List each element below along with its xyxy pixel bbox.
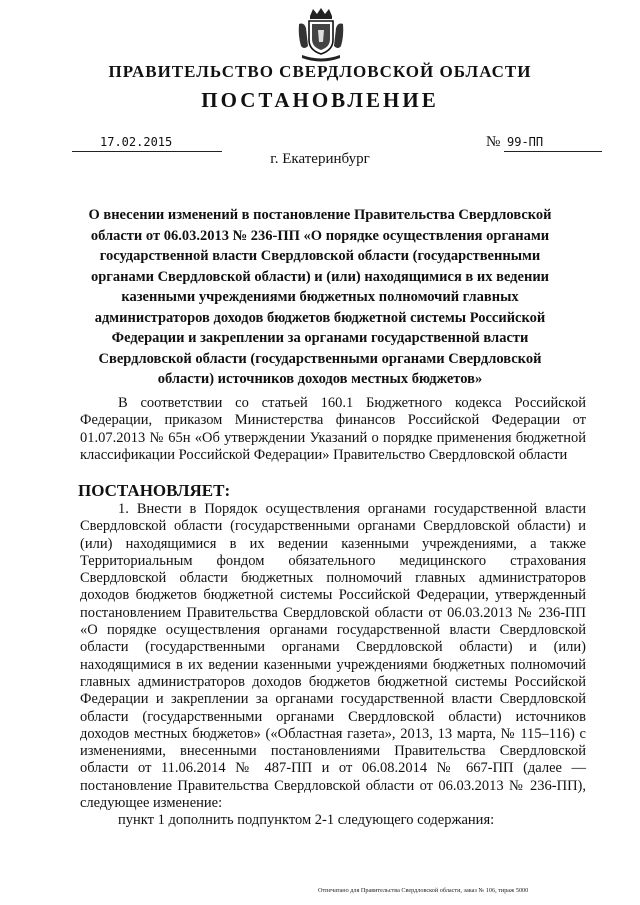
date-field: 17.02.2015 [72, 135, 222, 152]
coat-of-arms-icon [296, 6, 346, 64]
print-note: Отпечатано для Правительства Свердловской области, заказ № 106, тираж 5000 [318, 887, 529, 894]
preamble-paragraph: В соответствии со статьей 160.1 Бюджетного кодекса Российской Федерации, приказом Министерства финансов Российской Федерации от 01.07.2013 № 65н «Об утверждении Указаний о порядке применения бюджетной классификации Российской Федерации» Правительство Свердловской области [80, 395, 586, 463]
number-prefix: № [486, 134, 501, 150]
resolves-heading: ПОСТАНОВЛЯЕТ: [78, 481, 231, 500]
document-type-title: ПОСТАНОВЛЕНИЕ [201, 88, 439, 112]
document-number-field: 99-ПП [504, 135, 602, 152]
document-subject: О внесении изменений в постановление Правительства Свердловской области от 06.03.2013 № 236-ПП «О порядке осуществления органами государственной власти Свердловской области (государственными органами Свердловской области) и (или) находящимися в их ведении казенными учреждениями бюджетных полномочий главных администраторов доходов бюджетов бюджетной системы Российской Федерации и закреплении за органами государственной власти Свердловской области (государственными органами Свердловской области) источников доходов местных бюджетов» [88, 207, 552, 387]
subitem-paragraph: пункт 1 дополнить подпунктом 2-1 следующего содержания: [118, 812, 495, 828]
city-label: г. Екатеринбург [270, 151, 370, 167]
government-title: ПРАВИТЕЛЬСТВО СВЕРДЛОВСКОЙ ОБЛАСТИ [108, 62, 532, 81]
item-1-paragraph: 1. Внести в Порядок осуществления органами государственной власти Свердловской области (государственными органами Свердловской области) и (или) находящимися в их ведении казенными учреждениями, а также Территориальным фондом обязательного медицинского страхования Свердловской области бюджетных полномочий главных администраторов доходов бюджетов бюджетной системы Российской Федерации, утвержденный постановлением Правительства Свердловской области от 06.03.2013 № 236-ПП «О порядке осуществления органами государственной власти Свердловской области (государственными органами Свердловской области) и (или) находящимися в их ведении казенными учреждениями бюджетных полномочий главных администраторов доходов бюджетов бюджетной системы Российской Федерации и закреплении за органами государственной власти Свердловской области (государственными органами Свердловской области) источников доходов местных бюджетов» («Областная газета», 2013, 13 марта, № 115–116) с изменениями, внесенными постановлениями Правительства Свердловской области от 11.06.2014 № 487-ПП и от 06.08.2014 № 667-ПП (далее — постановление Правительства Свердловской области от 06.03.2013 № 236-ПП), следующее изменение: [80, 501, 586, 812]
